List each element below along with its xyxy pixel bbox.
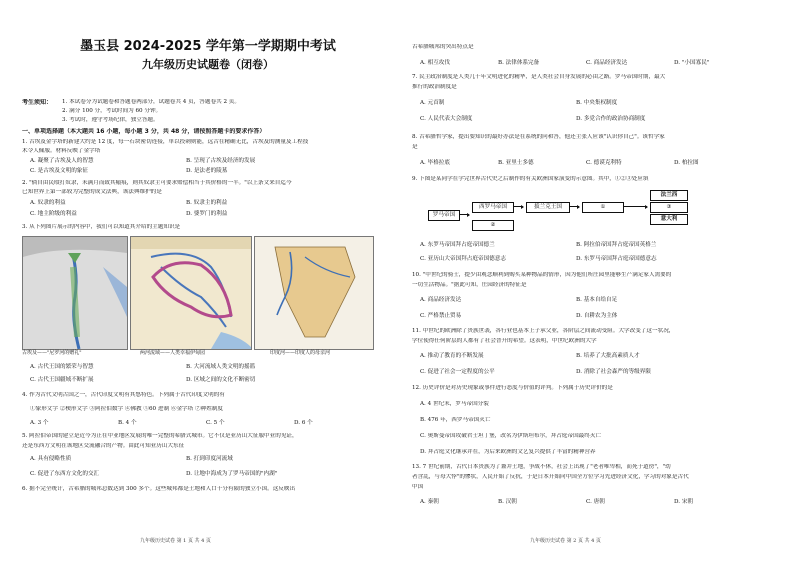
caption-indus: 印度河——印度人的母亲河 (270, 350, 331, 356)
q9-option-a[interactable]: A. 东罗马帝国拜占庭帝国德兰 (420, 242, 495, 248)
q5-option-d[interactable]: D. 让地中海成为了罗马帝国的"内湖" (186, 471, 278, 477)
indus-map-icon (255, 237, 373, 349)
exam-title: 墨玉县 2024-2025 学年第一学期期中考试 (80, 39, 336, 54)
flow-roman-empire: 罗马帝国 (428, 210, 460, 221)
egypt-map-icon (23, 237, 127, 349)
q10-option-c[interactable]: C. 严格禁止贸易 (420, 313, 462, 319)
footer-left: 九年级历史试卷 第 1 页 共 4 页 (140, 538, 211, 545)
q9-stem: 9. 下图是某同学在学完世界古代史之后制作的有关欧洲国家演变的示意图。其中，①②③处应填 (412, 176, 649, 182)
flow-france: 法兰西 (650, 190, 688, 201)
q11-stem-2: 学位使得任何阶层的人都有了社会晋升的希望。这表明，中世纪欧洲的大学 (412, 338, 597, 344)
page-right (412, 0, 780, 561)
q9-option-b[interactable]: B. 阿拉伯帝国拜占庭帝国英格兰 (576, 242, 657, 248)
mesopotamia-map-image (130, 236, 252, 350)
q5-option-a[interactable]: A. 具有侵略性质 (30, 456, 72, 462)
q1-stem-1: 1. 古埃及金字塔的新建大约是 12 度，每一石块密切连接，单以投刺则能，远古在精确无比，古埃及的测量及工程技 (22, 139, 309, 145)
egypt-map-image (22, 236, 128, 350)
q5-stem-1: 5. 阿拉伯帝国的建立是近今为止在中亚地区发展的唯一完整的希腊式城市。它不仅是亚历山大征服中亚的见证， (22, 433, 298, 439)
q3-stem: 3. 从下列图片展示的内容中，我们可以知道其介绍的主题知识是 (22, 224, 181, 230)
q2-option-b[interactable]: B. 奴隶主的利益 (186, 200, 228, 206)
q10-stem-1: 10. "中世纪的骑士，提少由观念顺利到购买某种物品的情形，因为他们所庄园里能够生产满足家人需要的 (412, 272, 672, 278)
notice-item-3: 3. 考试时，遵守考场纪律，独立答题。 (62, 117, 159, 123)
q12-option-c[interactable]: C. 奥斯曼帝国攻破君士坦丁堡，改名为伊斯坦布尔，拜占庭帝国最终灭亡 (420, 433, 602, 439)
q3-option-a[interactable]: A. 古代王国的繁荣与智慧 (30, 364, 94, 370)
q9-flow-diagram (412, 190, 712, 238)
notice-item-1: 1. 本试卷分为试题卷和答题卷两部分，试题卷共 4 页，答题卷共 2 页。 (62, 99, 240, 105)
q10-option-d[interactable]: D. 自耕农为主体 (576, 313, 618, 319)
q10-option-a[interactable]: A. 商品经济发达 (420, 297, 462, 303)
q11-option-b[interactable]: B. 培养了大批高素质人才 (576, 353, 640, 359)
q7-option-a[interactable]: A. 元首制 (420, 100, 445, 106)
flow-blank-3: ③ (650, 202, 688, 213)
q13-stem-1: 13. 7 世纪前期，古代日本贵族为了兼并土地，争战不休，社会上出现了"老者唯卑相，而死于道傍"，"幼 (412, 464, 671, 470)
q3-option-d[interactable]: D. 区域之间的文化不断密切 (186, 377, 256, 383)
flow-blank-1: ① (582, 202, 624, 213)
notice-item-2: 2. 满分 100 分，考试时间为 60 分钟。 (62, 108, 162, 114)
mesopotamia-map-icon (131, 237, 251, 349)
q1-option-c[interactable]: C. 是古埃及文明的象征 (30, 168, 88, 174)
q13-option-d[interactable]: D. 宋朝 (674, 499, 694, 505)
flow-blank-2: ② (472, 220, 514, 231)
notice-label: 考生须知： (22, 99, 53, 106)
q8-option-c[interactable]: C. 德谟克利特 (586, 160, 622, 166)
q8-option-a[interactable]: A. 毕格拉底 (420, 160, 450, 166)
q11-option-a[interactable]: A. 推动了教育的不断发展 (420, 353, 484, 359)
q7-stem-2: 推行的政治制度是 (412, 84, 457, 90)
q13-stem-2: 者含乱，与母大悖"的惨状，人民开始了反抗，于是日本开始向中国全方位学习先进经济文化，学习的对象是古代 (412, 474, 689, 480)
q7-stem-1: 7. 民主政治制度是人类几千年文明进化的精华，是人类社会自身发展的必由之路。罗马帝国时期，最大 (412, 74, 666, 80)
q1-option-b[interactable]: B. 呈现了古埃及经济的发展 (186, 158, 256, 164)
flow-arrow (569, 206, 579, 207)
q5-stem-2: 还是东西方文明在该地区交流融合的产物。由此可知亚历山大东征 (22, 443, 185, 449)
q12-stem: 12. 历史评价是对历史现象或事件进行态度与价值的评判。下列属于历史评价的是 (412, 385, 613, 391)
q5-option-b[interactable]: B. 打到印度河流域 (186, 456, 233, 462)
q12-option-a[interactable]: A. 4 世纪末，罗马帝国分裂 (420, 401, 489, 407)
q12-option-d[interactable]: D. 拜占庭文化继承并在，为后来欧洲的文艺复兴提供了丰富的精神营养 (420, 449, 596, 455)
q9-option-c[interactable]: C. 亚历山大帝国拜占庭帝国德意志 (420, 256, 506, 262)
q11-option-c[interactable]: C. 促进了社会一定程度的公平 (420, 369, 495, 375)
q1-option-a[interactable]: A. 凝聚了古埃及人的智慧 (30, 158, 94, 164)
q4-option-d[interactable]: D. 6 个 (294, 420, 313, 426)
q2-stem-1: 2. "倘自由民殴打奴隶，未满月而致其瘢痕，则其奴隶主可要求赔偿相当于其价格的一半。"以上条文来自迄今 (22, 180, 292, 186)
q13-option-b[interactable]: B. 汉朝 (498, 499, 517, 505)
q10-stem-2: 一切生活物品。"据此可知，庄园经济的特征是 (412, 282, 527, 288)
q2-option-a[interactable]: A. 奴隶的利益 (30, 200, 66, 206)
q3-option-b[interactable]: B. 大河流域人类文明的摇篮 (186, 364, 256, 370)
indus-map-image (254, 236, 374, 350)
flow-western-rome: 西罗马帝国 (472, 202, 514, 213)
q7-option-b[interactable]: B. 中央集权制度 (576, 100, 618, 106)
q1-option-d[interactable]: D. 是法老的陵墓 (186, 168, 228, 174)
q11-option-d[interactable]: D. 消除了社会森严的等级界限 (576, 369, 651, 375)
q10-option-b[interactable]: B. 基本自给自足 (576, 297, 618, 303)
q5-option-c[interactable]: C. 促进了东西方文化的交汇 (30, 471, 100, 477)
q4-option-b[interactable]: B. 4 个 (118, 420, 137, 426)
page-left (22, 0, 394, 561)
q4-items: ①象形文字 ②楔形文字 ③阿拉伯数字 ④佛教 ⑤60 进制 ⑥金字塔 ⑦种姓制度 (30, 406, 223, 412)
q4-stem: 4. 作为古代文明古国之一，古代印度文明有其悠特色。下列属于古代印度文明的有 (22, 392, 225, 398)
q6-option-c[interactable]: C. 商品经济发达 (586, 60, 628, 66)
q11-stem-1: 11. 中世纪的欧洲除了贵族世袭，各行业也基本上子承父业，各阶层之间流动受阻。大学改变了这一状况， (412, 328, 675, 334)
q13-option-c[interactable]: C. 唐朝 (586, 499, 605, 505)
q13-stem-3: 中国 (412, 484, 424, 490)
q6-option-a[interactable]: A. 相互攻伐 (420, 60, 450, 66)
caption-mesopotamia: 两河流域——人类幸福伊甸园 (140, 350, 206, 356)
flow-arrow (459, 214, 469, 215)
q2-stem-2: 已知世界上第一部较为完整的成文法典，该法典维护的是 (22, 189, 162, 195)
caption-egypt: 古埃及——"尼罗河的赠礼" (22, 350, 82, 356)
q6-stem: 6. 据不完全统计，古希腊的城邦总数达到 300 多个。这些城邦都是土地和人口十分有限的独立小国。这反映出 (22, 486, 296, 492)
q2-option-d[interactable]: D. 婆罗门的利益 (186, 211, 228, 217)
q3-option-c[interactable]: C. 古代王国疆域不断扩展 (30, 377, 94, 383)
q8-stem-2: 是 (412, 144, 418, 150)
flow-frankish: 拔兰克王国 (526, 202, 570, 213)
q2-option-c[interactable]: C. 地主阶级的利益 (30, 211, 77, 217)
exam-subtitle: 九年级历史试题卷（闭卷） (142, 58, 274, 71)
section-heading: 一、单项选择题（本大题共 16 小题，每小题 3 分，共 48 分，请按照答题卡的要求作答） (22, 128, 266, 135)
q8-option-d[interactable]: D. 柏拉图 (674, 160, 699, 166)
q12-option-b[interactable]: B. 476 年，西罗马帝国灭亡 (420, 417, 491, 423)
q7-option-d[interactable]: D. 多党合作的政治协商制度 (576, 116, 646, 122)
q6-option-d[interactable]: D. "小国寡民" (674, 60, 710, 66)
q4-option-c[interactable]: C. 5 个 (206, 420, 225, 426)
flow-arrow (513, 206, 523, 207)
q6-stem-cont: 古希腊城邦的突出特点是 (412, 44, 474, 50)
q13-option-a[interactable]: A. 秦朝 (420, 499, 439, 505)
footer-right: 九年级历史试卷 第 2 页 共 4 页 (530, 538, 601, 545)
q6-option-b[interactable]: B. 法律体系完备 (498, 60, 540, 66)
q8-option-b[interactable]: B. 亚里士多德 (498, 160, 534, 166)
q4-option-a[interactable]: A. 3 个 (30, 420, 49, 426)
q8-stem-1: 8. 古希腊哲学家，提出要知识的最好办法是在系统的问和答，他还主张人应该"认识你自己"。该哲学家 (412, 134, 665, 140)
q1-stem-2: 术令人佩服。材料反映了金字塔 (22, 148, 101, 154)
q7-option-c[interactable]: C. 人民代表大会制度 (420, 116, 473, 122)
flow-arrow (623, 206, 647, 207)
q9-option-d[interactable]: D. 东罗马帝国拜占庭帝国德意志 (576, 256, 657, 262)
flow-italy: 意大利 (650, 214, 688, 225)
